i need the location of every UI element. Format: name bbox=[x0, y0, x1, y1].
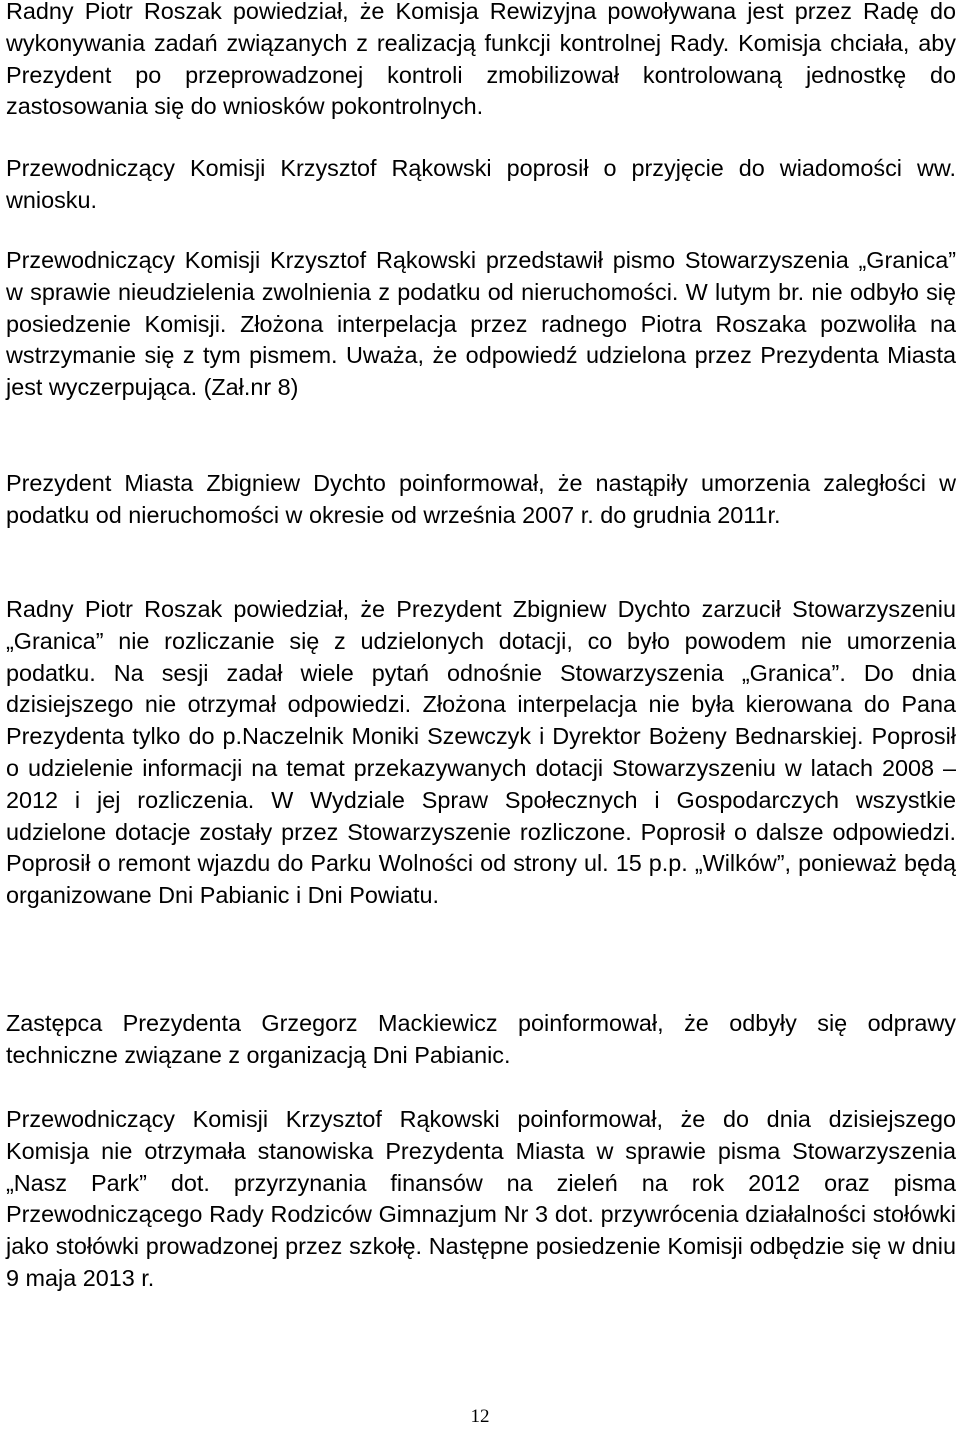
paragraph-4: Prezydent Miasta Zbigniew Dychto poinformował, że nastąpiły umorzenia zaległości w podatku od nieruchomości w okresie od września 2007 r. do grudnia 2011r. bbox=[6, 470, 956, 528]
page-number: 12 bbox=[470, 1406, 490, 1427]
paragraph-3: Przewodniczący Komisji Krzysztof Rąkowski przedstawił pismo Stowarzyszenia „Granica” w sprawie nieudzielenia zwolnienia z podatku od nieruchomości. W lutym br. nie odbyło się posiedzenie Komisji. Złożona interpelacja przez radnego Piotra Roszaka pozwoliła na wstrzymanie się z tym pismem. Uważa, że odpowiedź udzielona przez Prezydenta Miasta jest wyczerpująca. (Zał.nr 8) bbox=[6, 247, 956, 401]
paragraph-6: Zastępca Prezydenta Grzegorz Mackiewicz poinformował, że odbyły się odprawy techniczne związane z organizacją Dni Pabianic. bbox=[6, 1010, 956, 1068]
paragraph-5: Radny Piotr Roszak powiedział, że Prezydent Zbigniew Dychto zarzucił Stowarzyszeniu „Granica” nie rozliczanie się z udzielonych dotacji, co było powodem nie umorzenia podatku. Na sesji zadał wiele pytań odnośnie Stowarzyszenia „Granica”. Do dnia dzisiejszego nie otrzymał odpowiedzi. Złożona interpelacja nie była kierowana do Pana Prezydenta tylko do p.Naczelnik Moniki Szewczyk i Dyrektor Bożeny Bednarskiej. Poprosił o udzielenie informacji na temat przekazywanych dotacji Stowarzyszeniu w latach 2008 – 2012 i jej rozliczenia. W Wydziale Spraw Społecznych i Gospodarczych wszystkie udzielone dotacje zostały przez Stowarzyszenie rozliczone. Poprosił o dalsze odpowiedzi. Poprosił o remont wjazdu do Parku Wolności od strony ul. 15 p.p. „Wilków”, ponieważ będą organizowane Dni Pabianic i Dni Powiatu. bbox=[6, 596, 956, 909]
paragraph-1: Radny Piotr Roszak powiedział, że Komisja Rewizyjna powoływana jest przez Radę do wykonywania zadań związanych z realizacją funkcji kontrolnej Rady. Komisja chciała, aby Prezydent po przeprowadzonej kontroli zmobilizował kontrolowaną jednostkę do zastosowania się do wniosków pokontrolnych. bbox=[6, 0, 956, 120]
paragraph-2: Przewodniczący Komisji Krzysztof Rąkowski poprosił o przyjęcie do wiadomości ww. wniosku. bbox=[6, 155, 956, 213]
paragraph-7: Przewodniczący Komisji Krzysztof Rąkowski poinformował, że do dnia dzisiejszego Komisja nie otrzymała stanowiska Prezydenta Miasta w sprawie pisma Stowarzyszenia „Nasz Park” dot. przyrzynania finansów na zieleń na rok 2012 oraz pisma Przewodniczącego Rady Rodziców Gimnazjum Nr 3 dot. przywrócenia działalności stołówki jako stołówki prowadzonej przez szkołę. Następne posiedzenie Komisji odbędzie się w dniu 9 maja 2013 r. bbox=[6, 1106, 956, 1291]
